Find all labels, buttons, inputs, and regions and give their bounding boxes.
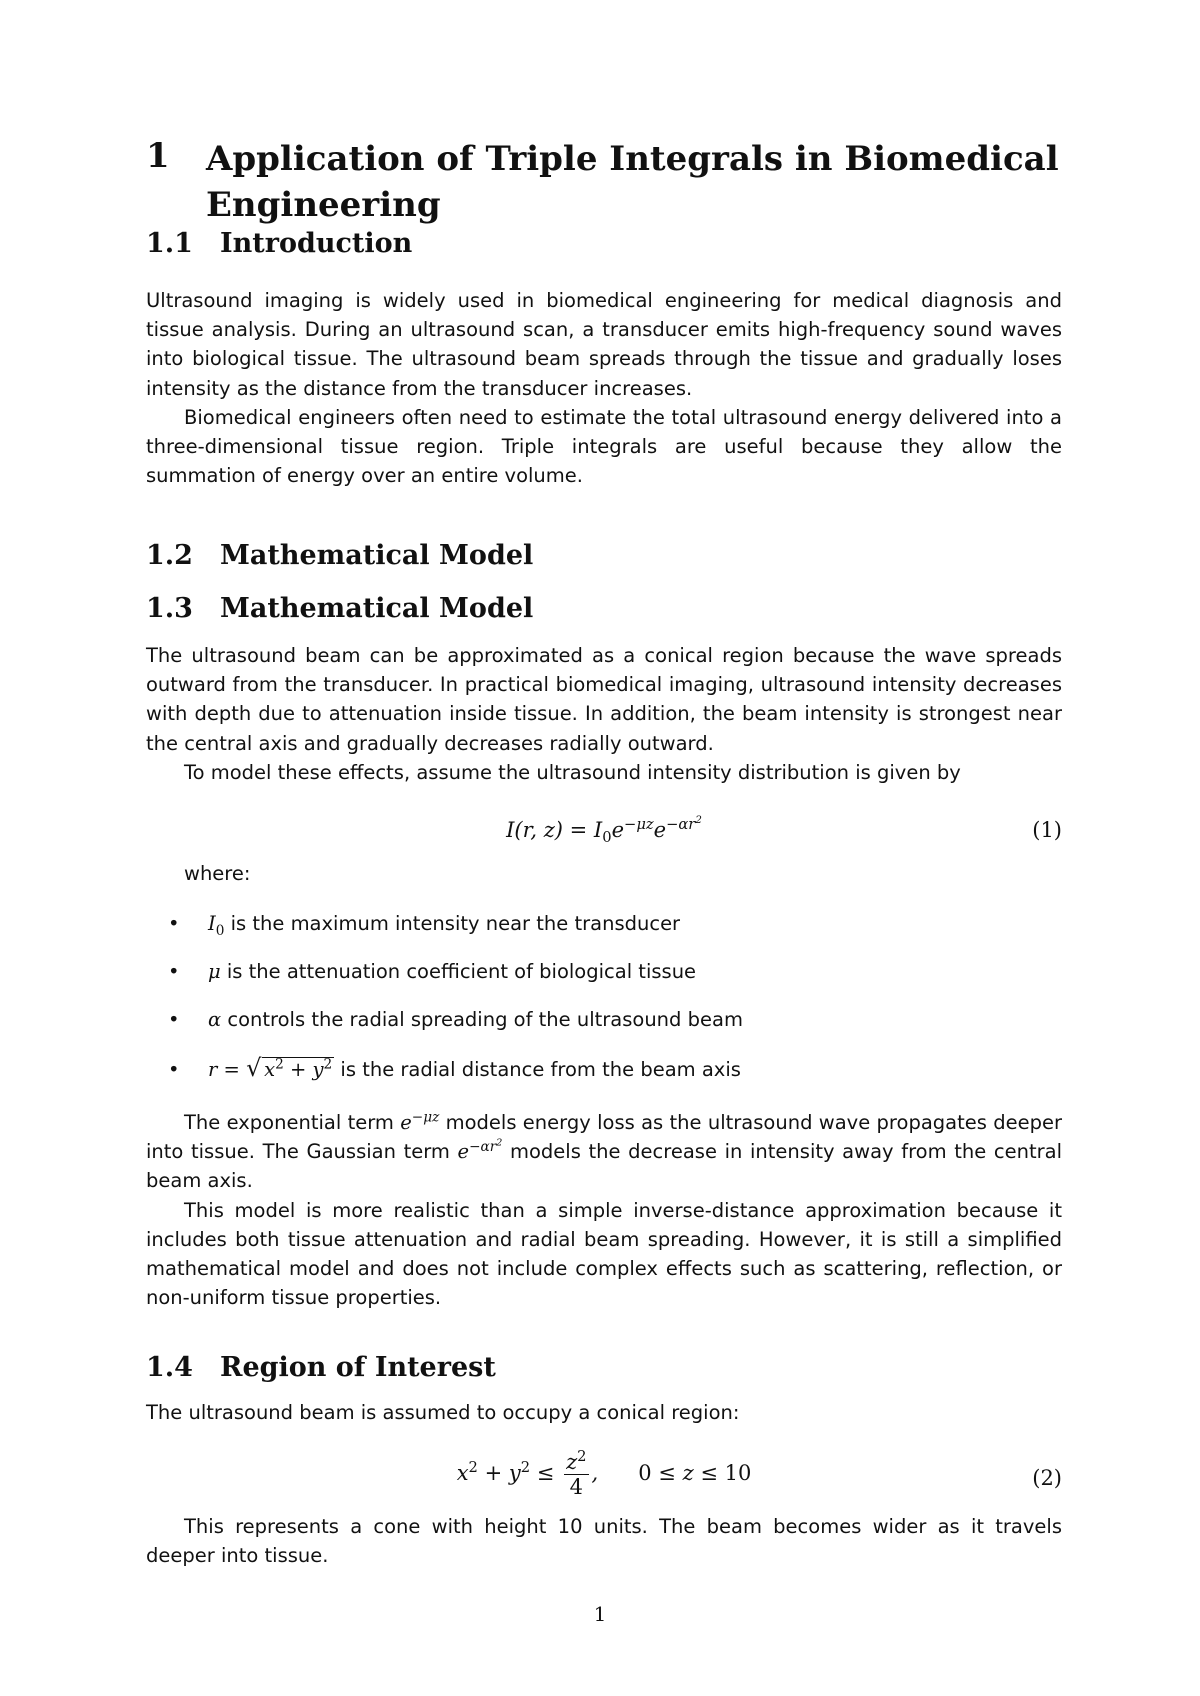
- document-page: 1 Application of Triple Integrals in Biomedical Engineering 1.1 Introduction Ultrasound imaging is widely used in biomedical engineering for medical diagnosis and tissue analysis. During an ultrasound scan, a transducer emits high-frequency sound waves into biological tissue. The ultrasound beam spreads through the tissue and gradually loses intensity as the distance from the transducer increases. Biomedical engineers often need to estimate the total ultrasound energy delivered into a three-dimensional tissue region. Triple integrals are useful because they allow the summation of energy over an entire volume. 1.2 Mathematical Model 1.3 Mathematical Model The ultrasound beam can be approximated as a conical region because the wave spreads outward from the transducer. In practical biomedical imaging, ultrasound intensity decreases with depth due to attenuation inside tissue. In addition, the beam intensity is strongest near the central axis and gradually decreases radially outward. To model these effects, assume the ultrasound intensity distribution is given by I(r, $z) = I_0e^{-\mu z}e^{-\alpha r^2}$ (1) where: • $I_0$ is the maximum intensity near the transducer • μ is the attenuation coefficient of biological tissue • α controls the radial spreading of the ultrasound beam • r = √ $x^2 + y^2$ is the radial distance from the beam axis The exponential term $e^{-\mu z}$ models energy loss as the ultrasound wave propagates deeper into tissue. The Gaussian term $e^{-\alpha r^2}$ models the decrease in intensity away from the central beam axis. This model is more realistic than a simple inverse-distance approximation because it includes both tissue attenuation and radial beam spreading. However, it is still a simplified mathematical model and does not include complex effects such as scattering, reflection, or non-uniform tissue properties. 1.4 Region of Interest The ultrasound beam is assumed to occupy a conical region: $x^2 + y^2$ ≤ $\frac{z^2}{4}$ , 0 ≤ z ≤ 10 (2) This represents a cone with height 10 units. The beam becomes wider as it travels deeper into tissue. 1: [0, 0, 1200, 1696]
- model-paragraph-2: To model these effects, assume the ultrasound intensity distribution is given by: [184, 760, 961, 784]
- chapter-title: Application of Triple Integrals in Biomedical Engineering: [206, 139, 1059, 225]
- region-paragraph-2: This represents a cone with height 10 units. The beam becomes wider as it travels deeper into tissue.: [146, 1515, 1062, 1568]
- region-text-1: [146, 1398, 1062, 1427]
- section-title-mathematical-model-1: Mathematical Model: [220, 540, 534, 571]
- bullet-icon: •: [168, 960, 180, 983]
- intro-text: [146, 286, 1062, 490]
- bullet-text-alpha: controls the radial spreading of the ultrasound beam: [221, 1008, 743, 1031]
- section-title-region-of-interest: Region of Interest: [220, 1352, 496, 1383]
- bullet-text-mu: is the attenuation coefficient of biological tissue: [220, 960, 697, 983]
- bullet-icon: •: [168, 1058, 180, 1081]
- equation-2-tag: (2): [1032, 1466, 1062, 1490]
- equation-2: [146, 1450, 1062, 1510]
- equation-2-body: $x^2 + y^2$ ≤ $\frac{z^2}{4}$ , 0 ≤ z ≤ 10: [456, 1448, 752, 1499]
- model-paragraph-4: This model is more realistic than a simple inverse-distance approximation because it includes both tissue attenuation and radial beam spreading. However, it is still a simplified mathematical model and does not include complex effects such as scattering, reflection, or non-uniform tissue properties.: [146, 1198, 1062, 1310]
- equation-1-body: I(r, $z) = I_0e^{-\mu z}e^{-\alpha r^2}$: [506, 814, 702, 847]
- intro-paragraph-2: Biomedical engineers often need to estimate the total ultrasound energy delivered into a three-dimensional tissue region. Triple integrals are useful because they allow the summation of energy over an entire volume.: [146, 405, 1062, 488]
- bullet-icon: •: [168, 912, 180, 935]
- model-paragraph-3: The exponential term $e^{-\mu z}$ models energy loss as the ultrasound wave propagates deeper into tissue. The Gaussian term $e^{-\alpha r^2}$ models the decrease in intensity away from the central beam axis.: [146, 1109, 1062, 1193]
- bullet-text-r: is the radial distance from the beam axis: [334, 1058, 741, 1081]
- intro-paragraph-1: Ultrasound imaging is widely used in biomedical engineering for medical diagnosis and tissue analysis. During an ultrasound scan, a transducer emits high-frequency sound waves into biological tissue. The ultrasound beam spreads through the tissue and gradually loses intensity as the distance from the transducer increases.: [146, 289, 1062, 400]
- section-number-1-2: 1.2: [146, 540, 193, 571]
- model-paragraph-1: The ultrasound beam can be approximated as a conical region because the wave spreads outward from the transducer. In practical biomedical imaging, ultrasound intensity decreases with depth due to attenuation inside tissue. In addition, the beam intensity is strongest near the central axis and gradually decreases radially outward.: [146, 644, 1062, 755]
- equation-1-tag: (1): [1032, 818, 1062, 842]
- page-number: 1: [593, 1602, 607, 1626]
- section-title-mathematical-model-2: Mathematical Model: [220, 593, 534, 624]
- model-text: [146, 641, 1062, 787]
- section-title-introduction: Introduction: [220, 228, 413, 259]
- chapter-number: 1: [146, 136, 170, 176]
- equation-1: [146, 814, 1062, 858]
- section-number-1-4: 1.4: [146, 1352, 193, 1383]
- region-text-2: [146, 1512, 1062, 1570]
- bullet-text-i0: is the maximum intensity near the transducer: [224, 912, 681, 935]
- section-number-1-1: 1.1: [146, 228, 193, 259]
- where-label: where:: [184, 862, 251, 885]
- model-text-2: [146, 1108, 1062, 1312]
- bullet-icon: •: [168, 1008, 180, 1031]
- region-paragraph-1: The ultrasound beam is assumed to occupy a conical region:: [146, 1401, 740, 1424]
- section-number-1-3: 1.3: [146, 593, 193, 624]
